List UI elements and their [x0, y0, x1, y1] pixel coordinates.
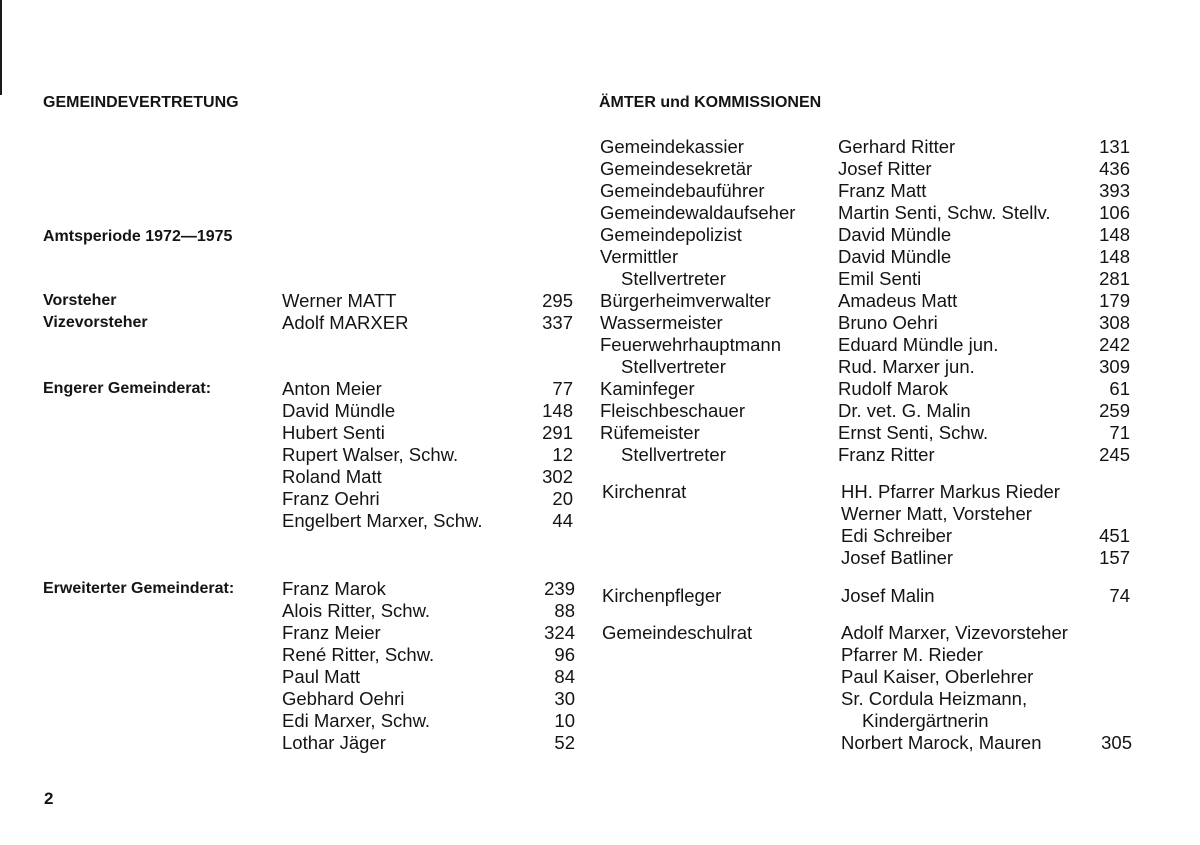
office-holder: Rudolf Marok [838, 378, 949, 399]
office-role: Stellvertreter [621, 268, 726, 289]
member-name: Lothar Jäger [282, 732, 386, 753]
office-number: 61 [1109, 378, 1130, 399]
office-holder: Ernst Senti, Schw. [838, 422, 989, 443]
office-role: Rüfemeister [600, 422, 700, 443]
office-number: 242 [1099, 334, 1130, 355]
office-number: 436 [1099, 158, 1130, 179]
member-number: 239 [544, 578, 575, 599]
member-name: Franz Marok [282, 578, 386, 599]
office-role: Gemeindekassier [600, 136, 744, 157]
member-name: Anton Meier [282, 378, 382, 399]
member-number: 291 [542, 422, 573, 443]
member-name: Pfarrer M. Rieder [841, 644, 983, 665]
vorsteher-number: 295 [542, 290, 573, 311]
aemter-heading: ÄMTER und KOMMISSIONEN [599, 94, 822, 111]
member-name-continued: Kindergärtnerin [862, 710, 989, 731]
office-holder: Rud. Marxer jun. [838, 356, 975, 377]
member-number: 10 [554, 710, 575, 731]
office-role: Bürgerheimverwalter [600, 290, 771, 311]
member-number: 88 [554, 600, 575, 621]
office-number: 393 [1099, 180, 1130, 201]
member-number: 451 [1099, 525, 1130, 546]
office-role: Feuerwehrhauptmann [600, 334, 781, 355]
member-number: 44 [552, 510, 573, 531]
office-role: Stellvertreter [621, 356, 726, 377]
office-number: 308 [1099, 312, 1130, 333]
member-name: Adolf Marxer, Vizevorsteher [841, 622, 1068, 643]
engerer-gemeinderat-label: Engerer Gemeinderat: [43, 380, 212, 397]
member-name: Paul Kaiser, Oberlehrer [841, 666, 1034, 687]
gemeindevertretung-heading: GEMEINDEVERTRETUNG [43, 94, 239, 111]
office-role: Gemeindewaldaufseher [600, 202, 796, 223]
office-role: Gemeindesekretär [600, 158, 753, 179]
erweiterter-gemeinderat-label: Erweiterter Gemeinderat: [43, 580, 235, 597]
office-holder: Martin Senti, Schw. Stellv. [838, 202, 1051, 223]
office-holder: Josef Ritter [838, 158, 932, 179]
member-name: Gebhard Oehri [282, 688, 405, 709]
office-holder: Emil Senti [838, 268, 922, 289]
office-holder: Gerhard Ritter [838, 136, 956, 157]
member-name: Norbert Marock, Mauren [841, 732, 1042, 753]
office-holder: David Mündle [838, 224, 952, 245]
member-name: René Ritter, Schw. [282, 644, 435, 665]
member-name: Franz Oehri [282, 488, 380, 509]
office-holder: Bruno Oehri [838, 312, 938, 333]
member-name: Alois Ritter, Schw. [282, 600, 431, 621]
member-name: Roland Matt [282, 466, 382, 487]
office-number: 259 [1099, 400, 1130, 421]
office-number: 148 [1099, 224, 1130, 245]
member-number: 12 [552, 444, 573, 465]
page-number: 2 [44, 789, 54, 808]
office-number: 131 [1099, 136, 1130, 157]
member-number: 96 [554, 644, 575, 665]
member-number: 30 [554, 688, 575, 709]
gemeindeschulrat-label: Gemeindeschulrat [602, 622, 753, 643]
amtsperiode-heading: Amtsperiode 1972—1975 [43, 228, 233, 245]
office-holder: Franz Matt [838, 180, 927, 201]
vizevorsteher-label: Vizevorsteher [43, 314, 148, 331]
member-number: 20 [552, 488, 573, 509]
vorsteher-name: Werner MATT [282, 290, 397, 311]
office-holder: David Mündle [838, 246, 952, 267]
office-holder: Franz Ritter [838, 444, 935, 465]
member-number: 77 [552, 378, 573, 399]
office-role: Fleischbeschauer [600, 400, 745, 421]
office-number: 281 [1099, 268, 1130, 289]
office-role: Kaminfeger [600, 378, 695, 399]
office-role: Vermittler [600, 246, 679, 267]
member-name: Edi Marxer, Schw. [282, 710, 431, 731]
member-name: Josef Malin [841, 585, 935, 606]
office-number: 106 [1099, 202, 1130, 223]
member-name: Edi Schreiber [841, 525, 953, 546]
member-number: 52 [554, 732, 575, 753]
kirchenrat-label: Kirchenrat [602, 481, 687, 502]
member-name: Franz Meier [282, 622, 381, 643]
member-name: Josef Batliner [841, 547, 954, 568]
office-holder: Eduard Mündle jun. [838, 334, 999, 355]
office-holder: Dr. vet. G. Malin [838, 400, 971, 421]
office-number: 71 [1109, 422, 1130, 443]
office-role: Gemeindepolizist [600, 224, 742, 245]
member-number: 148 [542, 400, 573, 421]
member-number: 305 [1101, 732, 1132, 753]
kirchenpfleger-label: Kirchenpfleger [602, 585, 722, 606]
member-number: 84 [554, 666, 575, 687]
member-name: Paul Matt [282, 666, 361, 687]
member-name: Werner Matt, Vorsteher [841, 503, 1032, 524]
office-role: Gemeindebauführer [600, 180, 765, 201]
member-name: HH. Pfarrer Markus Rieder [841, 481, 1060, 502]
office-number: 148 [1099, 246, 1130, 267]
vizevorsteher-number: 337 [542, 312, 573, 333]
member-name: Engelbert Marxer, Schw. [282, 510, 483, 531]
member-name: Sr. Cordula Heizmann, [841, 688, 1028, 709]
office-number: 245 [1099, 444, 1130, 465]
office-role: Wassermeister [600, 312, 723, 333]
office-holder: Amadeus Matt [838, 290, 958, 311]
vorsteher-label: Vorsteher [43, 292, 117, 309]
member-name: David Mündle [282, 400, 396, 421]
member-number: 324 [544, 622, 575, 643]
member-number: 302 [542, 466, 573, 487]
member-number: 74 [1109, 585, 1130, 606]
office-number: 309 [1099, 356, 1130, 377]
office-role: Stellvertreter [621, 444, 726, 465]
member-number: 157 [1099, 547, 1130, 568]
member-name: Rupert Walser, Schw. [282, 444, 459, 465]
member-name: Hubert Senti [282, 422, 385, 443]
page-edge-mark [0, 0, 2, 95]
office-number: 179 [1099, 290, 1130, 311]
vizevorsteher-name: Adolf MARXER [282, 312, 409, 333]
